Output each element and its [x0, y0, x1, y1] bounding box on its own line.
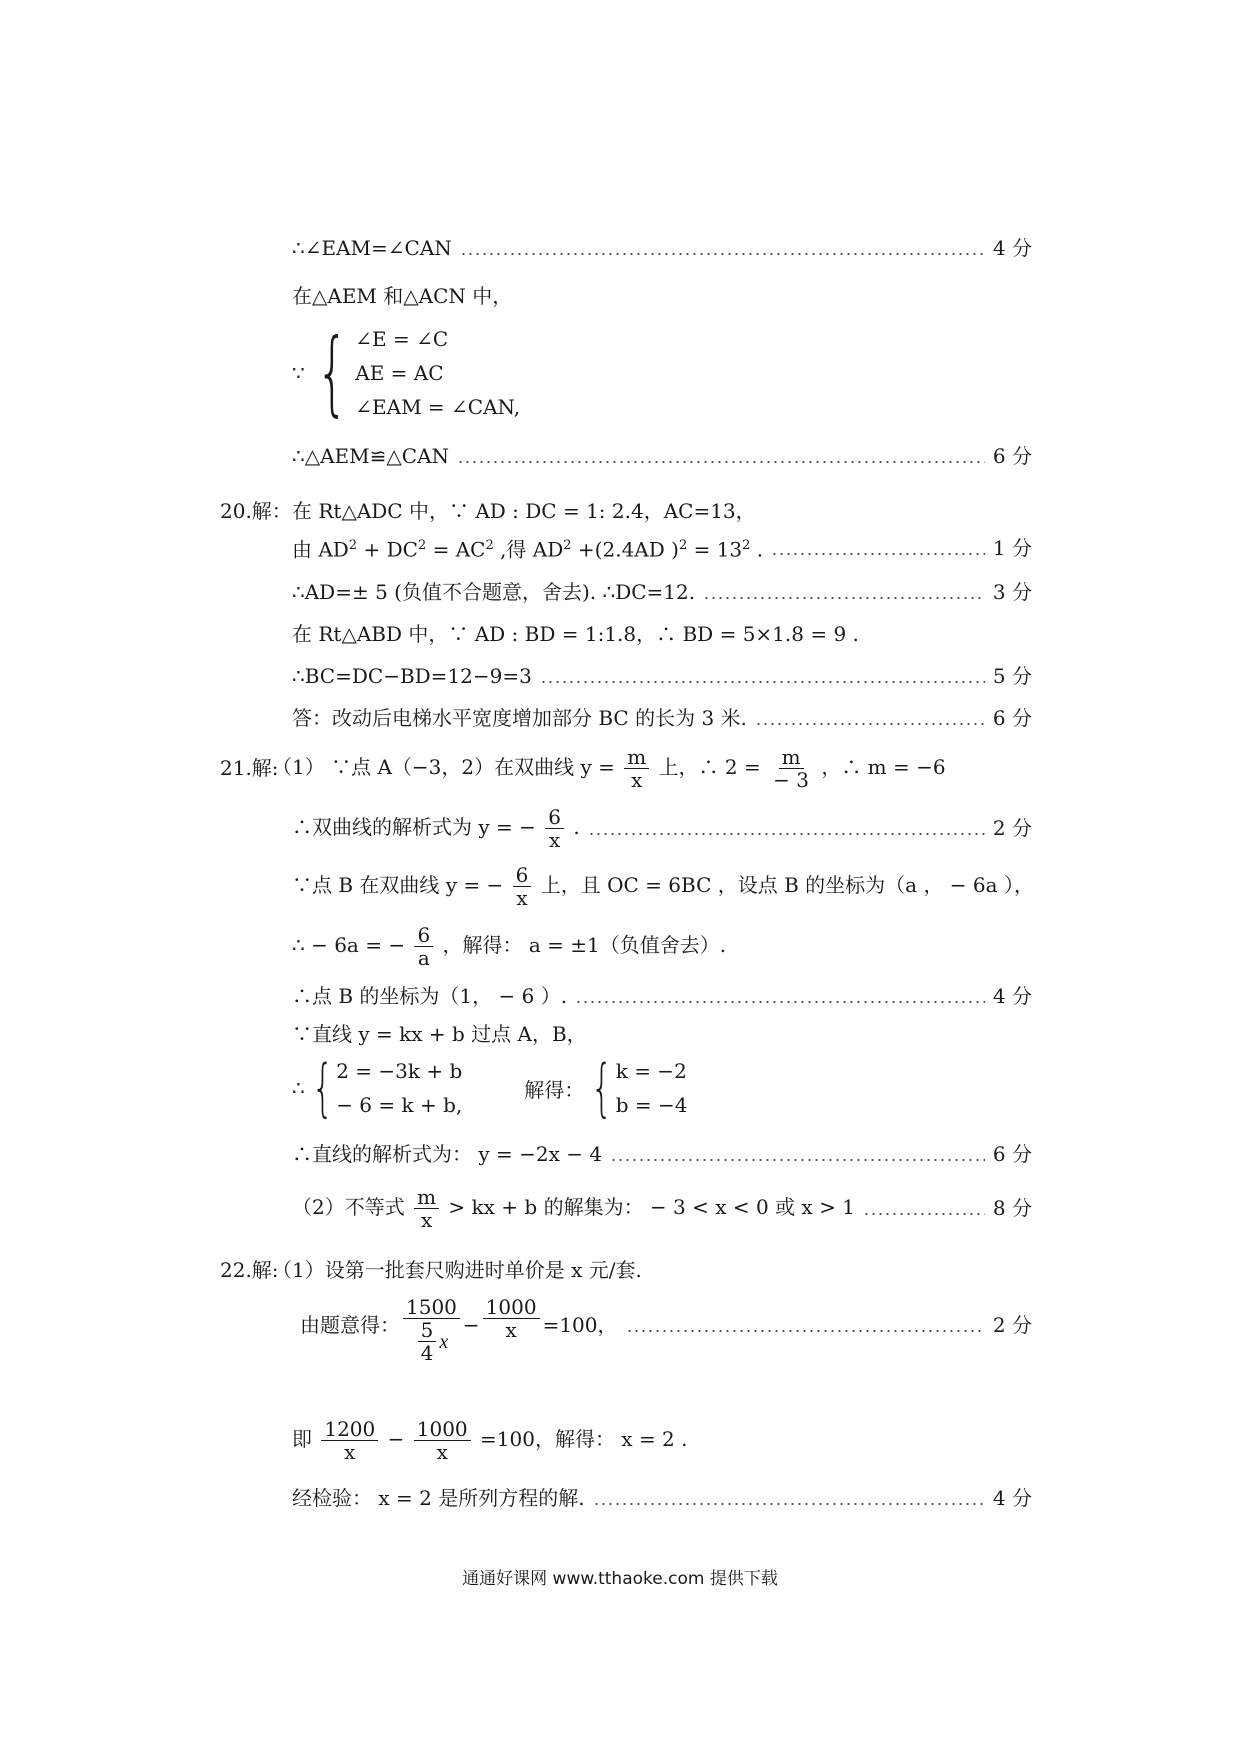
proof-text: 在 Rt△ADC 中，∵ AD : DC = 1: 2.4，AC=13，: [292, 499, 756, 523]
system-line: 2 = −3k + b: [336, 1059, 463, 1083]
fraction: $\frac{5}{4}$: [418, 1319, 437, 1364]
score-label: 2 分: [992, 816, 1032, 840]
fraction: $\frac{6}{a}$: [414, 924, 433, 969]
brace-symbol: {: [315, 319, 349, 426]
score-label: 2 分: [992, 1313, 1032, 1337]
fraction: $\frac{1000}{x}$: [483, 1296, 540, 1341]
leader-dots: [703, 597, 985, 599]
fraction: $\frac{1000}{x}$: [414, 1418, 471, 1463]
leader-dots: [863, 1213, 985, 1215]
question-number: 20.解：: [220, 499, 292, 523]
proof-line: [220, 740, 1032, 796]
question-number: 22.解:: [220, 1258, 279, 1282]
proof-line: [292, 578, 1032, 606]
proof-line: [292, 662, 1032, 690]
fraction: $\frac{6}{x}$: [513, 864, 532, 909]
fraction: $\frac{1200}{x}$: [321, 1418, 378, 1463]
proof-line: [292, 282, 1032, 310]
proof-text: 经检验： x = 2 是所列方程的解.: [292, 1486, 585, 1510]
proof-text: 即 $\frac{1200}{x}$ − $\frac{1000}{x}$ =100，解得： x = 2 .: [292, 1416, 688, 1464]
proof-text: 在△AEM 和△ACN 中，: [292, 284, 513, 308]
leader-dots: [460, 253, 985, 255]
proof-text: ∴双曲线的解析式为 y = − $\frac{6}{x}$ .: [292, 804, 580, 852]
fraction: $\frac{m}{- 3}$: [773, 744, 809, 792]
system-line: AE = AC: [355, 361, 444, 385]
proof-line: [292, 982, 1032, 1010]
proof-text: ∵点 B 在双曲线 y = − $\frac{6}{x}$ 上，且 OC = 6BC ，设点 B 的坐标为（a ， − 6a ），: [292, 862, 1034, 910]
proof-line: [292, 1140, 1032, 1168]
proof-text: ∴点 B 的坐标为（1， − 6 ）.: [292, 984, 568, 1008]
fraction: 1500 $\frac{5}{4}$ x: [403, 1296, 460, 1364]
proof-text: （1） ∵点 A（−3，2）在双曲线 y = $\frac{m}{x}$ 上，∴ 2 = $\frac{m}{- 3}$ ，∴ m = −6: [272, 744, 946, 792]
proof-text: ∵直线 y = kx + b 过点 A，B，: [292, 1022, 587, 1046]
score-label: 1 分: [992, 535, 1032, 560]
proof-line: [292, 918, 1032, 974]
proof-line: [292, 1412, 1032, 1468]
proof-text: （2）不等式 $\frac{m}{x}$ > kx + b 的解集为： − 3 < x < 0 或 x > 1: [292, 1184, 855, 1232]
system-line: b = −4: [615, 1093, 688, 1117]
equation-system: [292, 319, 521, 426]
score-label: 6 分: [992, 1142, 1032, 1166]
proof-text: 答：改动后电梯水平宽度增加部分 BC 的长为 3 米.: [292, 706, 747, 730]
leader-dots: [575, 1001, 985, 1003]
leader-dots: [593, 1503, 985, 1505]
leader-dots: [588, 833, 985, 835]
proof-text: 在 Rt△ABD 中，∵ AD : BD = 1:1.8，∴ BD = 5×1.8 = 9 .: [292, 622, 859, 646]
leader-dots: [610, 1159, 985, 1161]
leader-dots: [755, 723, 985, 725]
proof-text: ∴ − 6a = − $\frac{6}{a}$ ，解得： a = ±1（负值舍去）.: [292, 922, 727, 970]
score-label: 6 分: [992, 706, 1032, 730]
proof-line: [292, 704, 1032, 732]
proof-line: [292, 1296, 1032, 1396]
proof-line: [292, 234, 1032, 262]
score-label: 8 分: [992, 1196, 1032, 1220]
proof-text: ∴AD=± 5 (负值不合题意，舍去). ∴DC=12.: [292, 580, 696, 604]
proof-text: 由 $AD^2 + DC^2 = AC^2$ ,得 $AD^2 +(2.4AD$ )$^2 = 13^2$ .: [292, 537, 764, 562]
fraction: $\frac{m}{x}$: [624, 746, 649, 791]
proof-line: [292, 858, 1032, 914]
proof-line: [292, 1180, 1032, 1236]
brace-symbol: {: [311, 1051, 334, 1124]
page-footer: 通通好课网 www.tthaoke.com 提供下载: [462, 1569, 778, 1589]
proof-line: [292, 532, 1032, 564]
brace-symbol: {: [591, 1051, 613, 1124]
leader-dots: [626, 1330, 985, 1332]
proof-text: 由题意得： 1500 $\frac{5}{4}$ x − $\frac{1000}{x}$ =100，: [300, 1295, 618, 1365]
proof-line: [292, 1484, 1032, 1512]
score-label: 6 分: [992, 444, 1032, 468]
system-line: − 6 = k + b,: [336, 1093, 463, 1117]
score-label: 4 分: [992, 1486, 1032, 1510]
leader-dots: [457, 461, 985, 463]
system-line: ∠E = ∠C: [355, 327, 449, 351]
fraction: $\frac{6}{x}$: [545, 806, 564, 851]
system-line: k = −2: [615, 1059, 687, 1083]
proof-line: [292, 1020, 1032, 1048]
because-symbol: ∵: [292, 361, 305, 385]
proof-text: ∴△AEM≌△CAN: [292, 444, 450, 468]
score-label: 5 分: [992, 664, 1032, 688]
proof-text: ∴∠EAM=∠CAN: [292, 236, 452, 260]
leader-dots: [540, 681, 985, 683]
fraction: $\frac{m}{x}$: [414, 1186, 439, 1231]
proof-text: （1）设第一批套尺购进时单价是 x 元/套.: [272, 1258, 642, 1282]
leader-dots: [771, 553, 985, 555]
proof-line: [220, 497, 1032, 525]
proof-text: ∴BC=DC−BD=12−9=3: [292, 664, 532, 688]
equation-system: [292, 1051, 688, 1124]
proof-line: [292, 442, 1032, 470]
system-line: ∠EAM = ∠CAN,: [355, 395, 521, 419]
proof-line: [292, 800, 1032, 856]
proof-line: [292, 620, 1032, 648]
solve-label: 解得：: [524, 1077, 585, 1102]
proof-text: ∴直线的解析式为： y = −2x − 4: [292, 1142, 603, 1166]
score-label: 4 分: [992, 984, 1032, 1008]
therefore-symbol: ∴: [292, 1076, 305, 1100]
score-label: 4 分: [992, 236, 1032, 260]
proof-line: [220, 1256, 1032, 1284]
score-label: 3 分: [992, 580, 1032, 604]
question-number: 21.解:: [220, 756, 279, 780]
